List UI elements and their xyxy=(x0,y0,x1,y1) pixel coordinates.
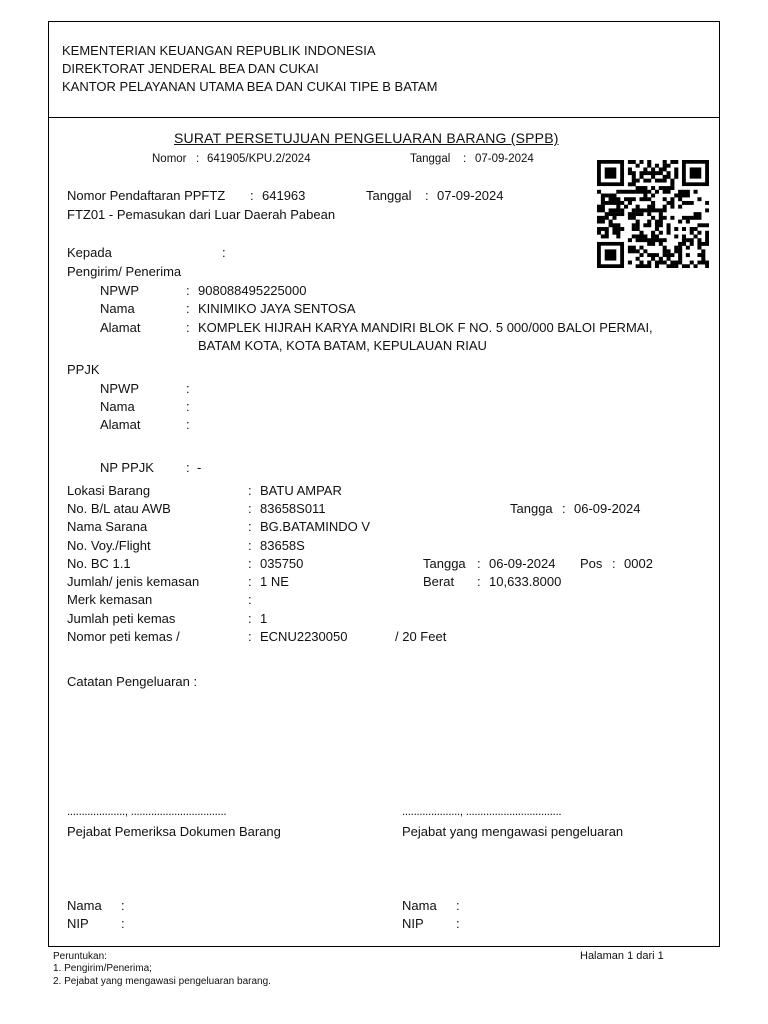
ppjk-npwp-label: NPWP xyxy=(100,381,139,396)
bc-label: No. BC 1.1 xyxy=(67,556,131,571)
lokasi-label: Lokasi Barang xyxy=(67,483,151,498)
tanggal-top-separator: : xyxy=(463,153,467,165)
nomor-label: Nomor xyxy=(152,153,187,165)
document-title: SURAT PERSETUJUAN PENGELUARAN BARANG (SPPB) xyxy=(174,130,559,146)
kemasan-separator: : xyxy=(248,574,252,589)
left-nama-label: Nama xyxy=(67,898,102,913)
right-nip-label: NIP xyxy=(402,916,424,931)
lokasi-separator: : xyxy=(248,483,252,498)
pendaftaran-separator: : xyxy=(250,188,254,203)
pengirim-nama-value: KINIMIKO JAYA SENTOSA xyxy=(198,301,356,316)
header-line-directorate: DIREKTORAT JENDERAL BEA DAN CUKAI xyxy=(62,61,319,76)
catatan-pengeluaran-label: Catatan Pengeluaran : xyxy=(67,674,198,689)
pos-separator: : xyxy=(612,556,616,571)
right-nama-label: Nama xyxy=(402,898,437,913)
pengirim-nama-separator: : xyxy=(186,301,190,316)
bl-value: 83658S011 xyxy=(260,501,326,516)
pos-label: Pos xyxy=(580,556,603,571)
berat-value: 10,633.8000 xyxy=(489,574,562,589)
kemasan-label: Jumlah/ jenis kemasan xyxy=(67,574,200,589)
bc-tanggal-label: Tangga xyxy=(423,556,466,571)
pengirim-alamat-line2: BATAM KOTA, KOTA BATAM, KEPULAUAN RIAU xyxy=(198,338,487,353)
pendaftaran-tanggal-value: 07-09-2024 xyxy=(437,188,504,203)
kepada-label: Kepada xyxy=(67,245,112,260)
bl-tanggal-value: 06-09-2024 xyxy=(574,501,641,516)
ppjk-nama-label: Nama xyxy=(100,399,135,414)
bl-tanggal-label: Tangga xyxy=(510,501,553,516)
left-signature-title: Pejabat Pemeriksa Dokumen Barang xyxy=(67,824,281,839)
nomor-peti-size: / 20 Feet xyxy=(395,629,447,644)
footer-page-number: Halaman 1 dari 1 xyxy=(580,950,664,962)
merk-label: Merk kemasan xyxy=(67,592,153,607)
pengirim-alamat-line1: KOMPLEK HIJRAH KARYA MANDIRI BLOK F NO. 5 000/000 BALOI PERMAI, xyxy=(198,320,653,335)
bc-tanggal-value: 06-09-2024 xyxy=(489,556,556,571)
voy-value: 83658S xyxy=(260,538,305,553)
right-nama-separator: : xyxy=(456,898,460,913)
tanggal-top-label: Tanggal xyxy=(410,153,451,165)
footer-item-2: 2. Pejabat yang mengawasi pengeluaran barang. xyxy=(53,976,271,987)
ppjk-nama-separator: : xyxy=(186,399,190,414)
pendaftaran-tanggal-separator: : xyxy=(425,188,429,203)
voy-label: No. Voy./Flight xyxy=(67,538,151,553)
berat-separator: : xyxy=(477,574,481,589)
left-signature-dots: ...................., ................................. xyxy=(67,806,227,818)
jumlah-peti-separator: : xyxy=(248,611,252,626)
ppjk-npwp-separator: : xyxy=(186,381,190,396)
pengirim-alamat-separator: : xyxy=(186,320,190,335)
ftz-type: FTZ01 - Pemasukan dari Luar Daerah Pabean xyxy=(67,207,336,222)
pengirim-alamat-label: Alamat xyxy=(100,320,141,335)
berat-label: Berat xyxy=(423,574,455,589)
header-divider xyxy=(48,117,720,118)
right-nip-separator: : xyxy=(456,916,460,931)
left-nip-label: NIP xyxy=(67,916,89,931)
pendaftaran-value: 641963 xyxy=(262,188,306,203)
pengirim-npwp-value: 908088495225000 xyxy=(198,283,307,298)
footer-peruntukan: Peruntukan: xyxy=(53,951,107,962)
pos-value: 0002 xyxy=(624,556,653,571)
kepada-separator: : xyxy=(222,245,226,260)
pengirim-npwp-label: NPWP xyxy=(100,283,139,298)
nomor-value: 641905/KPU.2/2024 xyxy=(207,153,311,165)
qr-code xyxy=(597,160,709,268)
bc-separator: : xyxy=(248,556,252,571)
nomor-peti-separator: : xyxy=(248,629,252,644)
header-line-office: KANTOR PELAYANAN UTAMA BEA DAN CUKAI TIPE B BATAM xyxy=(62,79,438,94)
tanggal-top-value: 07-09-2024 xyxy=(475,153,534,165)
jumlah-peti-label: Jumlah peti kemas xyxy=(67,611,176,626)
sarana-value: BG.BATAMINDO V xyxy=(260,519,371,534)
sarana-separator: : xyxy=(248,519,252,534)
nomor-peti-label: Nomor peti kemas / xyxy=(67,629,180,644)
pendaftaran-label: Nomor Pendaftaran PPFTZ xyxy=(67,188,226,203)
bl-separator: : xyxy=(248,501,252,516)
pengirim-npwp-separator: : xyxy=(186,283,190,298)
nomor-separator: : xyxy=(196,153,200,165)
pendaftaran-tanggal-label: Tanggal xyxy=(366,188,412,203)
sarana-label: Nama Sarana xyxy=(67,519,148,534)
np-ppjk-label: NP PPJK xyxy=(100,460,154,475)
jumlah-peti-value: 1 xyxy=(260,611,268,626)
pengirim-nama-label: Nama xyxy=(100,301,135,316)
left-nama-separator: : xyxy=(121,898,125,913)
footer-item-1: 1. Pengirim/Penerima; xyxy=(53,963,152,974)
ppjk-alamat-label: Alamat xyxy=(100,417,141,432)
bl-tanggal-separator: : xyxy=(562,501,566,516)
kemasan-value: 1 NE xyxy=(260,574,289,589)
ppjk-alamat-separator: : xyxy=(186,417,190,432)
nomor-peti-value: ECNU2230050 xyxy=(260,629,348,644)
voy-separator: : xyxy=(248,538,252,553)
np-ppjk-separator: : xyxy=(186,460,190,475)
right-signature-title: Pejabat yang mengawasi pengeluaran xyxy=(402,824,624,839)
bl-label: No. B/L atau AWB xyxy=(67,501,171,516)
bc-tanggal-separator: : xyxy=(477,556,481,571)
lokasi-value: BATU AMPAR xyxy=(260,483,342,498)
right-signature-dots: ...................., ................................. xyxy=(402,806,562,818)
merk-separator: : xyxy=(248,592,252,607)
bc-value: 035750 xyxy=(260,556,304,571)
left-nip-separator: : xyxy=(121,916,125,931)
ppjk-title: PPJK xyxy=(67,362,100,377)
np-ppjk-value: - xyxy=(197,460,202,475)
header-line-ministry: KEMENTERIAN KEUANGAN REPUBLIK INDONESIA xyxy=(62,43,376,58)
pengirim-title: Pengirim/ Penerima xyxy=(67,264,182,279)
